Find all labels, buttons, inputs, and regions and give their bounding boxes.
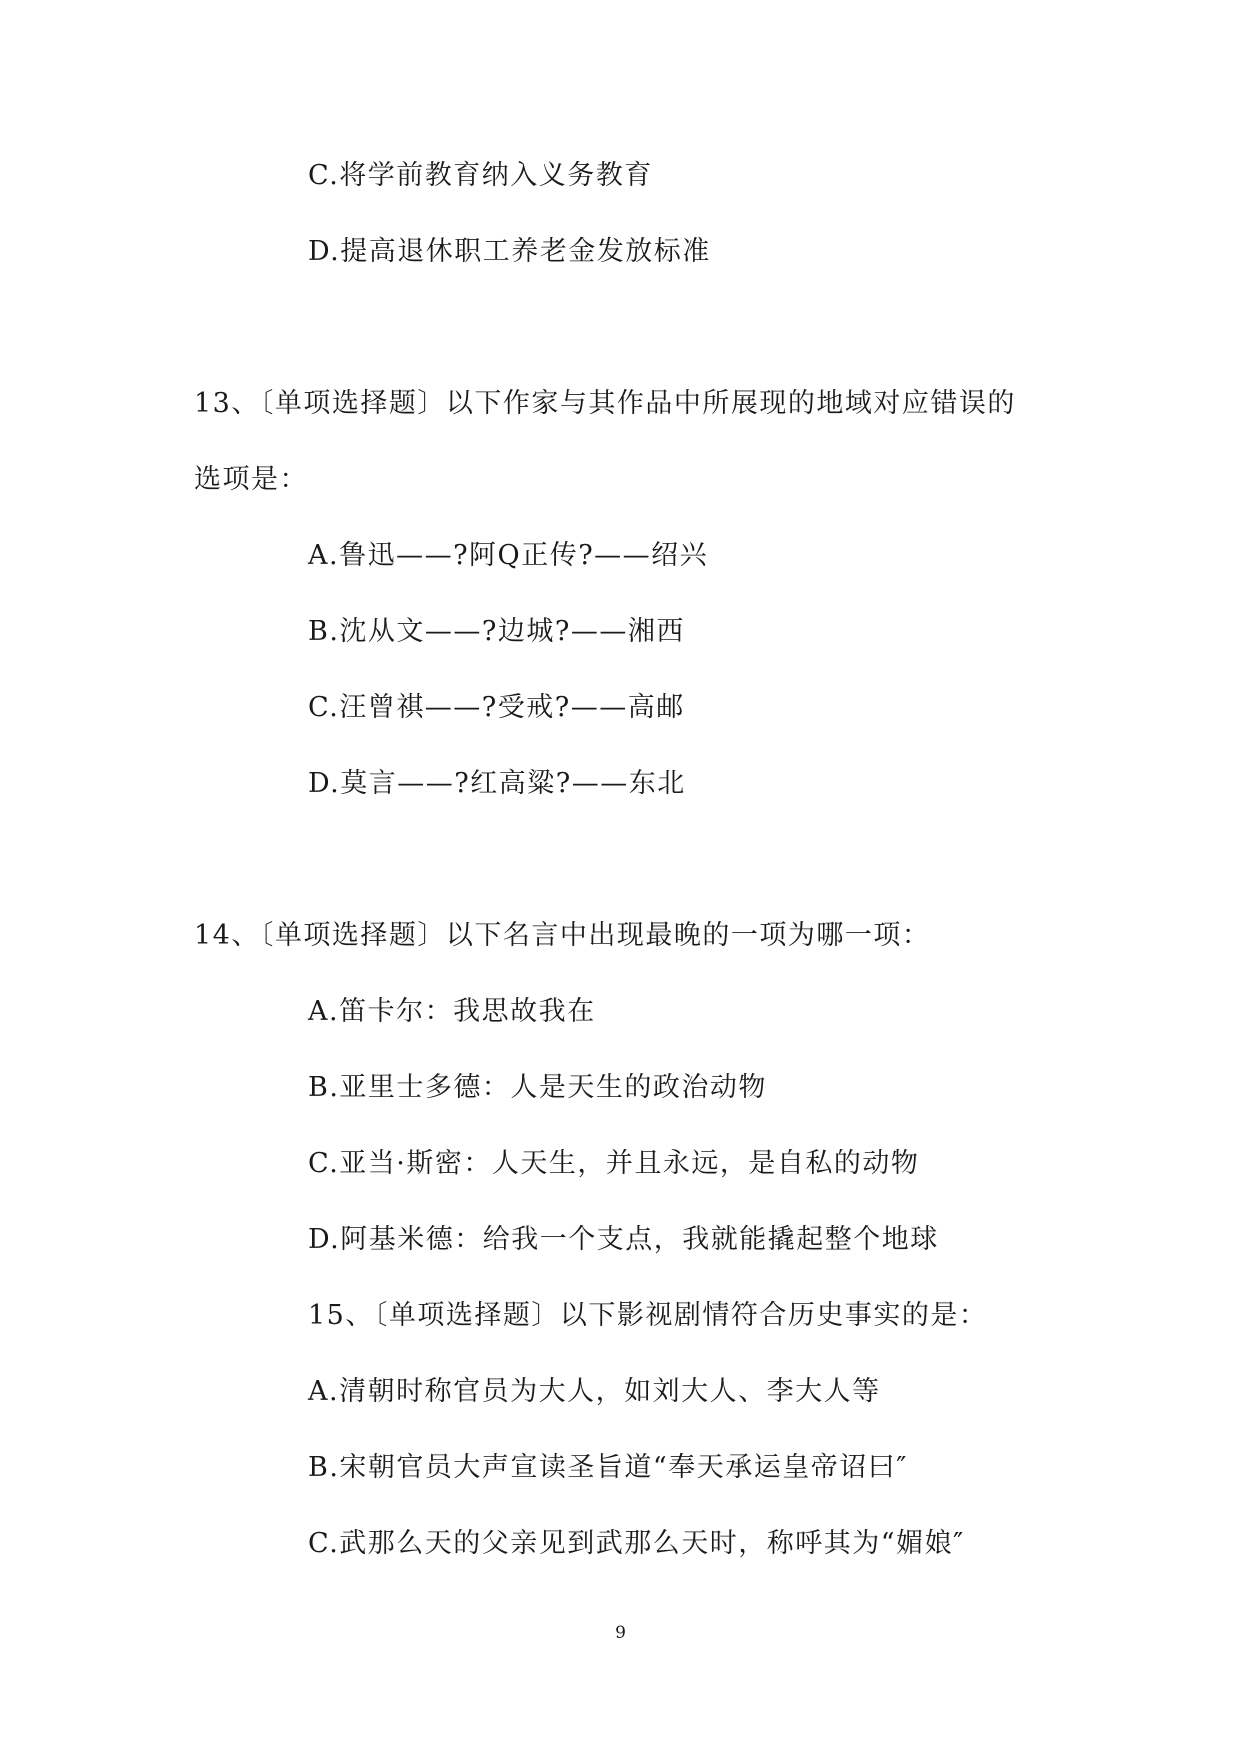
page-number: 9 [615,1623,626,1643]
q13-option-d: D.莫言——?红高粱?——东北 [308,768,686,799]
q15-option-a: A.清朝时称官员为大人，如刘大人、李大人等 [308,1376,881,1407]
q14-stem: 14、〔单项选择题〕以下名言中出现最晚的一项为哪一项： [194,920,931,951]
q13-option-c: C.汪曾祺——?受戒?——高邮 [308,692,685,723]
q12-option-d: D.提高退休职工养老金发放标准 [308,236,711,267]
q12-option-c: C.将学前教育纳入义务教育 [308,160,653,191]
q13-option-a: A.鲁迅——?阿Q正传?——绍兴 [308,540,709,571]
q13-stem-line2: 选项是： [194,464,308,495]
q14-option-d: D.阿基米德：给我一个支点，我就能撬起整个地球 [308,1224,939,1255]
q13-stem-line1: 13、〔单项选择题〕以下作家与其作品中所展现的地域对应错误的 [194,388,1016,419]
q14-option-b: B.亚里士多德：人是天生的政治动物 [308,1072,767,1103]
q14-option-a: A.笛卡尔：我思故我在 [308,996,596,1027]
q15-option-c: C.武那么天的父亲见到武那么天时，称呼其为“媚娘″ [308,1528,965,1559]
q15-option-b: B.宋朝官员大声宣读圣旨道“奉天承运皇帝诏曰″ [308,1452,908,1483]
q15-stem: 15、〔单项选择题〕以下影视剧情符合历史事实的是： [308,1300,988,1331]
q13-option-b: B.沈从文——?边城?——湘西 [308,616,685,647]
q14-option-c: C.亚当·斯密：人天生，并且永远，是自私的动物 [308,1148,920,1179]
